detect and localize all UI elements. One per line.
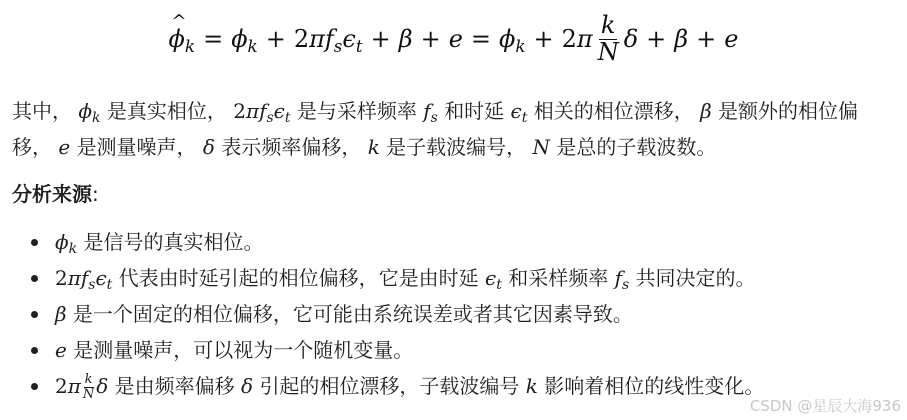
- source-list: [0, 224, 764, 404]
- analysis-heading: 分析来源:: [12, 182, 99, 206]
- list-item: β 是一个固定的相位偏移，它可能由系统误差或者其它因素导致。: [0, 296, 764, 332]
- csdn-watermark: CSDN @星辰大海936: [749, 397, 901, 415]
- list-item: e 是测量噪声，可以视为一个随机变量。: [0, 332, 764, 368]
- para-lead: 其中，: [12, 99, 72, 123]
- phase-estimate-symbol: ^ $\phi_k$: [169, 25, 196, 53]
- phase-equation: ^ $\phi_k$ = $\phi_k$ + 2 $\pi f_s\epsilon_t$ + β + e = $\phi_k$ + 2 π $\frac{k}{N}$ δ + β + e: [0, 8, 907, 70]
- k-over-n-fraction: $\frac{k}{N}$: [597, 11, 619, 66]
- explanation-paragraph: 其中， $\phi_k$ 是真实相位， $2\pi f_s\epsilon_t$ 是与采样频率 $f_s$ 和时延 $\epsilon_t$ 相关的相位漂移， β 是额外的相位偏移， e 是测量噪声， δ 表示频率偏移， k 是子载波编号， N 是总的子载波数。: [12, 99, 859, 159]
- list-item: 2π $\frac{k}{N}$ δ 是由频率偏移 δ 引起的相位漂移，子载波编号 k 影响着相位的线性变化。: [0, 368, 764, 404]
- list-item: $\phi_k$ 是信号的真实相位。: [0, 224, 764, 260]
- list-item: $2\pi f_s\epsilon_t$ 代表由时延引起的相位偏移，它是由时延 $\epsilon_t$ 和采样频率 $f_s$ 共同决定的。: [0, 260, 764, 296]
